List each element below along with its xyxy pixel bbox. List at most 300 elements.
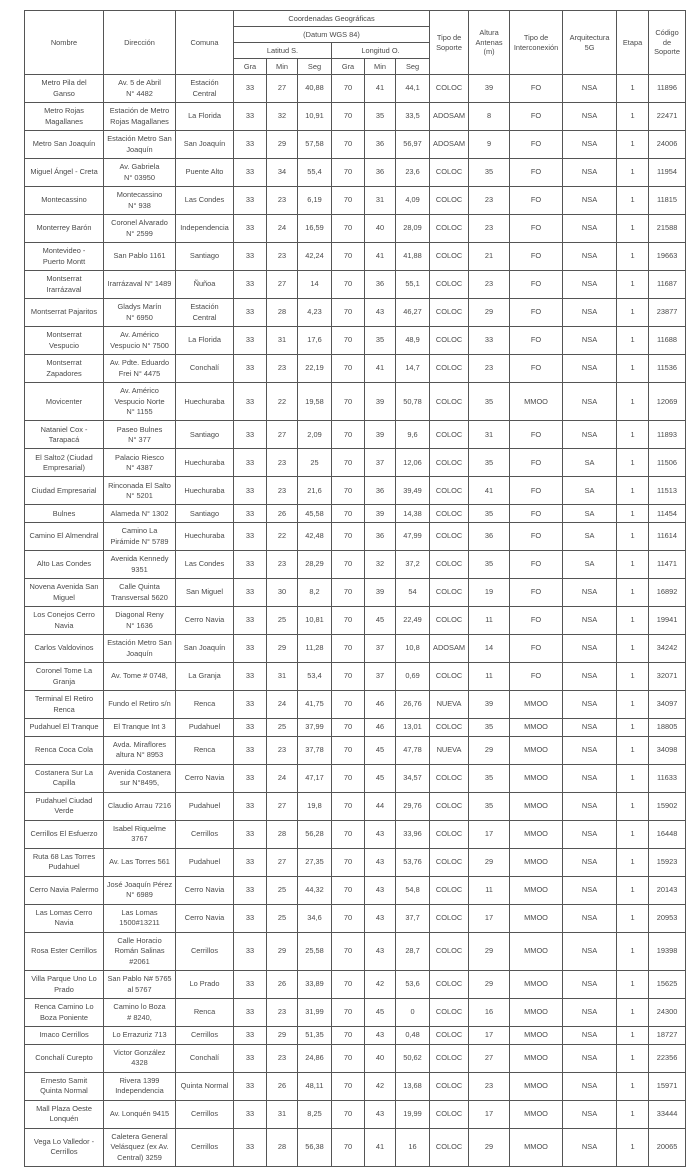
cell-tipo-soporte: COLOC — [430, 159, 469, 187]
cell-tipo-soporte: ADOSAM — [430, 131, 469, 159]
cell-direccion: Rivera 1399 Independencia — [104, 1072, 176, 1100]
cell-comuna: Independencia — [176, 215, 234, 243]
cell-lon-min: 39 — [365, 421, 396, 449]
cell-comuna: La Florida — [176, 103, 234, 131]
cell-lon-min: 35 — [365, 327, 396, 355]
cell-lon-min: 40 — [365, 1044, 396, 1072]
cell-lon-gra: 70 — [332, 187, 365, 215]
cell-tipo-soporte: COLOC — [430, 848, 469, 876]
cell-lat-gra: 33 — [234, 271, 267, 299]
cell-arquitectura: NSA — [563, 579, 617, 607]
cell-comuna: San Miguel — [176, 579, 234, 607]
cell-direccion: José Joaquín Pérez N° 6989 — [104, 876, 176, 904]
cell-tipo-soporte: COLOC — [430, 383, 469, 421]
cell-lat-min: 24 — [267, 764, 298, 792]
cell-arquitectura: NSA — [563, 792, 617, 820]
cell-arquitectura: NSA — [563, 187, 617, 215]
cell-comuna: San Joaquín — [176, 635, 234, 663]
cell-arquitectura: NSA — [563, 904, 617, 932]
cell-altura: 35 — [469, 383, 510, 421]
cell-codigo: 11687 — [649, 271, 686, 299]
cell-comuna: Conchalí — [176, 355, 234, 383]
cell-comuna: Pudahuel — [176, 719, 234, 737]
cell-codigo: 16892 — [649, 579, 686, 607]
cell-lat-gra: 33 — [234, 449, 267, 477]
cell-lat-gra: 33 — [234, 792, 267, 820]
cell-lon-gra: 70 — [332, 327, 365, 355]
cell-lat-min: 31 — [267, 663, 298, 691]
cell-lon-gra: 70 — [332, 719, 365, 737]
cell-lon-min: 36 — [365, 131, 396, 159]
cell-lon-gra: 70 — [332, 523, 365, 551]
cell-lon-min: 39 — [365, 579, 396, 607]
cell-lon-min: 37 — [365, 449, 396, 477]
cell-lon-min: 40 — [365, 215, 396, 243]
cell-codigo: 11688 — [649, 327, 686, 355]
cell-nombre: Bulnes — [25, 505, 104, 523]
cell-nombre: Monterrey Barón — [25, 215, 104, 243]
cell-nombre: Montevideo - Puerto Montt — [25, 243, 104, 271]
cell-lon-seg: 0,69 — [396, 663, 430, 691]
cell-lon-gra: 70 — [332, 971, 365, 999]
cell-lat-gra: 33 — [234, 299, 267, 327]
cell-lat-gra: 33 — [234, 971, 267, 999]
table-row — [25, 103, 686, 131]
cell-lon-seg: 56,97 — [396, 131, 430, 159]
cell-interconexion: MMOO — [510, 971, 563, 999]
header-lon-min: Min — [365, 59, 396, 75]
cell-lon-gra: 70 — [332, 1128, 365, 1166]
cell-direccion: Avenida Kennedy 9351 — [104, 551, 176, 579]
cell-etapa: 1 — [617, 421, 649, 449]
cell-etapa: 1 — [617, 876, 649, 904]
cell-altura: 35 — [469, 505, 510, 523]
table-row — [25, 932, 686, 970]
cell-altura: 35 — [469, 449, 510, 477]
table-body — [25, 75, 686, 1167]
cell-interconexion: MMOO — [510, 1072, 563, 1100]
cell-tipo-soporte: COLOC — [430, 243, 469, 271]
cell-direccion: Avenida Costanera sur N°8495, — [104, 764, 176, 792]
cell-tipo-soporte: COLOC — [430, 820, 469, 848]
cell-lat-seg: 2,09 — [298, 421, 332, 449]
cell-comuna: Lo Prado — [176, 971, 234, 999]
cell-etapa: 1 — [617, 243, 649, 271]
table-row — [25, 607, 686, 635]
cell-lat-gra: 33 — [234, 421, 267, 449]
cell-direccion: Palacio Riesco N° 4387 — [104, 449, 176, 477]
cell-direccion: Montecassino N° 938 — [104, 187, 176, 215]
cell-lat-min: 29 — [267, 1027, 298, 1045]
cell-lat-gra: 33 — [234, 579, 267, 607]
cell-altura: 39 — [469, 691, 510, 719]
cell-lat-min: 27 — [267, 792, 298, 820]
cell-arquitectura: NSA — [563, 355, 617, 383]
cell-comuna: Cerro Navia — [176, 904, 234, 932]
cell-lon-gra: 70 — [332, 607, 365, 635]
cell-lon-gra: 70 — [332, 271, 365, 299]
cell-lat-gra: 33 — [234, 1100, 267, 1128]
header-direccion: Dirección — [104, 11, 176, 75]
cell-nombre: Novena Avenida San Miguel — [25, 579, 104, 607]
cell-lon-seg: 50,78 — [396, 383, 430, 421]
cell-arquitectura: NSA — [563, 271, 617, 299]
cell-codigo: 16448 — [649, 820, 686, 848]
cell-lon-gra: 70 — [332, 383, 365, 421]
cell-nombre: Ciudad Empresarial — [25, 477, 104, 505]
cell-tipo-soporte: COLOC — [430, 355, 469, 383]
cell-interconexion: MMOO — [510, 876, 563, 904]
cell-arquitectura: NSA — [563, 999, 617, 1027]
cell-etapa: 1 — [617, 904, 649, 932]
cell-lat-min: 29 — [267, 131, 298, 159]
cell-lat-gra: 33 — [234, 1044, 267, 1072]
cell-nombre: Montserrat Irarrázaval — [25, 271, 104, 299]
cell-etapa: 1 — [617, 1027, 649, 1045]
cell-altura: 23 — [469, 215, 510, 243]
cell-interconexion: MMOO — [510, 820, 563, 848]
cell-lat-seg: 53,4 — [298, 663, 332, 691]
cell-comuna: Las Condes — [176, 551, 234, 579]
cell-direccion: Victor González 4328 — [104, 1044, 176, 1072]
cell-lat-seg: 8,25 — [298, 1100, 332, 1128]
cell-codigo: 32071 — [649, 663, 686, 691]
cell-lat-seg: 56,28 — [298, 820, 332, 848]
cell-tipo-soporte: COLOC — [430, 1027, 469, 1045]
cell-lon-seg: 55,1 — [396, 271, 430, 299]
table-header — [25, 11, 686, 75]
cell-tipo-soporte: COLOC — [430, 449, 469, 477]
cell-lon-min: 31 — [365, 187, 396, 215]
cell-lon-gra: 70 — [332, 131, 365, 159]
cell-tipo-soporte: NUEVA — [430, 736, 469, 764]
header-lon-seg: Seg — [396, 59, 430, 75]
cell-lat-min: 22 — [267, 383, 298, 421]
cell-nombre: Montecassino — [25, 187, 104, 215]
cell-arquitectura: SA — [563, 505, 617, 523]
cell-lon-gra: 70 — [332, 421, 365, 449]
cell-lon-seg: 14,38 — [396, 505, 430, 523]
cell-lat-min: 28 — [267, 299, 298, 327]
cell-lat-min: 25 — [267, 876, 298, 904]
cell-lon-seg: 48,9 — [396, 327, 430, 355]
cell-lat-seg: 48,11 — [298, 1072, 332, 1100]
cell-altura: 36 — [469, 523, 510, 551]
cell-nombre: Montserrat Zapadores — [25, 355, 104, 383]
cell-lon-seg: 50,62 — [396, 1044, 430, 1072]
table-row — [25, 848, 686, 876]
cell-arquitectura: NSA — [563, 215, 617, 243]
cell-nombre: Nataniel Cox - Tarapacá — [25, 421, 104, 449]
cell-lat-min: 23 — [267, 1044, 298, 1072]
cell-codigo: 11896 — [649, 75, 686, 103]
cell-comuna: Cerrillos — [176, 820, 234, 848]
cell-lon-gra: 70 — [332, 1100, 365, 1128]
cell-etapa: 1 — [617, 327, 649, 355]
cell-comuna: Cerro Navia — [176, 607, 234, 635]
cell-lat-gra: 33 — [234, 719, 267, 737]
cell-direccion: Las Lomas 1500#13211 — [104, 904, 176, 932]
cell-tipo-soporte: COLOC — [430, 999, 469, 1027]
cell-lat-seg: 25 — [298, 449, 332, 477]
cell-interconexion: FO — [510, 421, 563, 449]
cell-lon-min: 45 — [365, 736, 396, 764]
cell-lon-min: 39 — [365, 505, 396, 523]
cell-etapa: 1 — [617, 271, 649, 299]
cell-interconexion: MMOO — [510, 1027, 563, 1045]
cell-direccion: Camino lo Boza # 8240, — [104, 999, 176, 1027]
cell-comuna: Cerro Navia — [176, 764, 234, 792]
table-row — [25, 505, 686, 523]
cell-lat-gra: 33 — [234, 187, 267, 215]
cell-lon-gra: 70 — [332, 355, 365, 383]
cell-arquitectura: SA — [563, 551, 617, 579]
cell-tipo-soporte: COLOC — [430, 1100, 469, 1128]
cell-lat-min: 28 — [267, 1128, 298, 1166]
cell-lon-seg: 46,27 — [396, 299, 430, 327]
cell-altura: 29 — [469, 971, 510, 999]
cell-etapa: 1 — [617, 103, 649, 131]
cell-lat-seg: 10,91 — [298, 103, 332, 131]
cell-etapa: 1 — [617, 579, 649, 607]
cell-lon-seg: 13,68 — [396, 1072, 430, 1100]
cell-lon-gra: 70 — [332, 736, 365, 764]
cell-lon-gra: 70 — [332, 1027, 365, 1045]
cell-lat-min: 27 — [267, 421, 298, 449]
cell-lat-min: 23 — [267, 736, 298, 764]
cell-altura: 17 — [469, 904, 510, 932]
cell-tipo-soporte: COLOC — [430, 421, 469, 449]
cell-interconexion: FO — [510, 271, 563, 299]
cell-altura: 14 — [469, 635, 510, 663]
cell-codigo: 34242 — [649, 635, 686, 663]
cell-codigo: 22356 — [649, 1044, 686, 1072]
cell-lat-gra: 33 — [234, 635, 267, 663]
table-row — [25, 299, 686, 327]
cell-lat-seg: 19,58 — [298, 383, 332, 421]
cell-nombre: Metro Rojas Magallanes — [25, 103, 104, 131]
cell-lat-gra: 33 — [234, 1027, 267, 1045]
cell-direccion: Camino La Pirámide N° 5789 — [104, 523, 176, 551]
cell-lon-seg: 34,57 — [396, 764, 430, 792]
cell-lat-min: 27 — [267, 848, 298, 876]
cell-lon-min: 39 — [365, 383, 396, 421]
table-row — [25, 421, 686, 449]
cell-comuna: Santiago — [176, 505, 234, 523]
cell-codigo: 24300 — [649, 999, 686, 1027]
cell-etapa: 1 — [617, 131, 649, 159]
cell-lat-min: 23 — [267, 355, 298, 383]
cell-codigo: 33444 — [649, 1100, 686, 1128]
table-row — [25, 327, 686, 355]
cell-lat-seg: 55,4 — [298, 159, 332, 187]
cell-interconexion: MMOO — [510, 1128, 563, 1166]
cell-direccion: Rinconada El Salto N° 5201 — [104, 477, 176, 505]
cell-altura: 11 — [469, 607, 510, 635]
table-row — [25, 1027, 686, 1045]
header-lon-gra: Gra — [332, 59, 365, 75]
table-row — [25, 523, 686, 551]
cell-lat-min: 26 — [267, 1072, 298, 1100]
cell-lat-min: 27 — [267, 271, 298, 299]
cell-lon-gra: 70 — [332, 103, 365, 131]
cell-lon-min: 32 — [365, 551, 396, 579]
cell-comuna: Las Condes — [176, 187, 234, 215]
cell-interconexion: FO — [510, 477, 563, 505]
cell-lon-seg: 41,88 — [396, 243, 430, 271]
cell-interconexion: FO — [510, 551, 563, 579]
cell-altura: 23 — [469, 1072, 510, 1100]
cell-interconexion: FO — [510, 635, 563, 663]
cell-nombre: Vega Lo Valledor - Cerrillos — [25, 1128, 104, 1166]
cell-arquitectura: NSA — [563, 719, 617, 737]
cell-altura: 9 — [469, 131, 510, 159]
cell-altura: 29 — [469, 299, 510, 327]
cell-lon-min: 43 — [365, 820, 396, 848]
cell-lon-min: 43 — [365, 1100, 396, 1128]
cell-arquitectura: NSA — [563, 421, 617, 449]
cell-lon-min: 46 — [365, 691, 396, 719]
cell-lon-seg: 4,09 — [396, 187, 430, 215]
table-row — [25, 477, 686, 505]
cell-comuna: Cerrillos — [176, 1128, 234, 1166]
cell-tipo-soporte: ADOSAM — [430, 635, 469, 663]
cell-lon-gra: 70 — [332, 215, 365, 243]
cell-nombre: Carlos Valdovinos — [25, 635, 104, 663]
cell-tipo-soporte: COLOC — [430, 187, 469, 215]
table-row — [25, 999, 686, 1027]
cell-arquitectura: NSA — [563, 971, 617, 999]
cell-comuna: Huechuraba — [176, 383, 234, 421]
cell-lat-gra: 33 — [234, 75, 267, 103]
cell-nombre: El Salto2 (Ciudad Empresarial) — [25, 449, 104, 477]
cell-direccion: Av. Las Torres 561 — [104, 848, 176, 876]
cell-lon-min: 44 — [365, 792, 396, 820]
cell-lon-min: 45 — [365, 764, 396, 792]
cell-lat-gra: 33 — [234, 159, 267, 187]
cell-lon-gra: 70 — [332, 876, 365, 904]
table-row — [25, 159, 686, 187]
cell-comuna: La Florida — [176, 327, 234, 355]
cell-lon-gra: 70 — [332, 1072, 365, 1100]
cell-lon-seg: 47,99 — [396, 523, 430, 551]
cell-lon-seg: 33,96 — [396, 820, 430, 848]
cell-arquitectura: NSA — [563, 1128, 617, 1166]
cell-lat-seg: 40,88 — [298, 75, 332, 103]
cell-lat-seg: 31,99 — [298, 999, 332, 1027]
table-row — [25, 355, 686, 383]
cell-altura: 35 — [469, 159, 510, 187]
cell-lon-seg: 33,5 — [396, 103, 430, 131]
cell-tipo-soporte: COLOC — [430, 505, 469, 523]
cell-codigo: 19941 — [649, 607, 686, 635]
cell-nombre: Los Conejos Cerro Navia — [25, 607, 104, 635]
cell-etapa: 1 — [617, 477, 649, 505]
cell-codigo: 11506 — [649, 449, 686, 477]
cell-lon-min: 36 — [365, 477, 396, 505]
cell-arquitectura: NSA — [563, 159, 617, 187]
cell-lat-seg: 51,35 — [298, 1027, 332, 1045]
cell-direccion: Av. Tome # 0748, — [104, 663, 176, 691]
cell-lon-seg: 0,48 — [396, 1027, 430, 1045]
cell-comuna: Puente Alto — [176, 159, 234, 187]
cell-tipo-soporte: COLOC — [430, 75, 469, 103]
cell-direccion: Av. Gabriela N° 03950 — [104, 159, 176, 187]
cell-lon-min: 41 — [365, 243, 396, 271]
cell-lat-gra: 33 — [234, 131, 267, 159]
cell-lon-gra: 70 — [332, 75, 365, 103]
cell-nombre: Pudahuel Ciudad Verde — [25, 792, 104, 820]
cell-comuna: Huechuraba — [176, 477, 234, 505]
cell-arquitectura: NSA — [563, 1100, 617, 1128]
cell-nombre: Cerrillos El Esfuerzo — [25, 820, 104, 848]
cell-lat-seg: 56,38 — [298, 1128, 332, 1166]
cell-arquitectura: NSA — [563, 1027, 617, 1045]
cell-interconexion: FO — [510, 103, 563, 131]
table-row — [25, 820, 686, 848]
cell-lon-min: 42 — [365, 971, 396, 999]
cell-tipo-soporte: COLOC — [430, 719, 469, 737]
cell-nombre: Pudahuel El Tranque — [25, 719, 104, 737]
cell-lat-seg: 14 — [298, 271, 332, 299]
header-lat-seg: Seg — [298, 59, 332, 75]
cell-direccion: Fundo el Retiro s/n — [104, 691, 176, 719]
cell-lon-seg: 29,76 — [396, 792, 430, 820]
cell-etapa: 1 — [617, 635, 649, 663]
cell-altura: 17 — [469, 820, 510, 848]
cell-direccion: Av. Américo Vespucio N° 7500 — [104, 327, 176, 355]
cell-lat-seg: 8,2 — [298, 579, 332, 607]
cell-tipo-soporte: COLOC — [430, 663, 469, 691]
cell-lon-seg: 54 — [396, 579, 430, 607]
cell-etapa: 1 — [617, 215, 649, 243]
cell-lon-min: 41 — [365, 1128, 396, 1166]
table-row — [25, 449, 686, 477]
cell-interconexion: FO — [510, 355, 563, 383]
cell-lon-seg: 9,6 — [396, 421, 430, 449]
cell-codigo: 15923 — [649, 848, 686, 876]
cell-direccion: Isabel Riquelme 3767 — [104, 820, 176, 848]
cell-lon-gra: 70 — [332, 792, 365, 820]
cell-arquitectura: SA — [563, 449, 617, 477]
cell-lat-min: 26 — [267, 505, 298, 523]
table-row — [25, 691, 686, 719]
cell-etapa: 1 — [617, 551, 649, 579]
cell-codigo: 22471 — [649, 103, 686, 131]
cell-lon-gra: 70 — [332, 579, 365, 607]
cell-tipo-soporte: COLOC — [430, 1044, 469, 1072]
cell-codigo: 15971 — [649, 1072, 686, 1100]
cell-lon-min: 43 — [365, 932, 396, 970]
cell-lat-seg: 42,48 — [298, 523, 332, 551]
cell-lat-gra: 33 — [234, 477, 267, 505]
cell-direccion: Estación Metro San Joaquín — [104, 131, 176, 159]
cell-tipo-soporte: COLOC — [430, 904, 469, 932]
cell-direccion: Calle Horacio Román Salinas #2061 — [104, 932, 176, 970]
cell-etapa: 1 — [617, 355, 649, 383]
cell-direccion: Calle Quinta Transversal 5620 — [104, 579, 176, 607]
cell-lat-min: 25 — [267, 904, 298, 932]
cell-direccion: Gladys Marín N° 6950 — [104, 299, 176, 327]
cell-altura: 41 — [469, 477, 510, 505]
cell-etapa: 1 — [617, 736, 649, 764]
header-nombre: Nombre — [25, 11, 104, 75]
cell-etapa: 1 — [617, 383, 649, 421]
cell-lat-seg: 19,8 — [298, 792, 332, 820]
header-interconexion: Tipo de Interconexión — [510, 11, 563, 75]
cell-lon-gra: 70 — [332, 243, 365, 271]
cell-interconexion: FO — [510, 663, 563, 691]
